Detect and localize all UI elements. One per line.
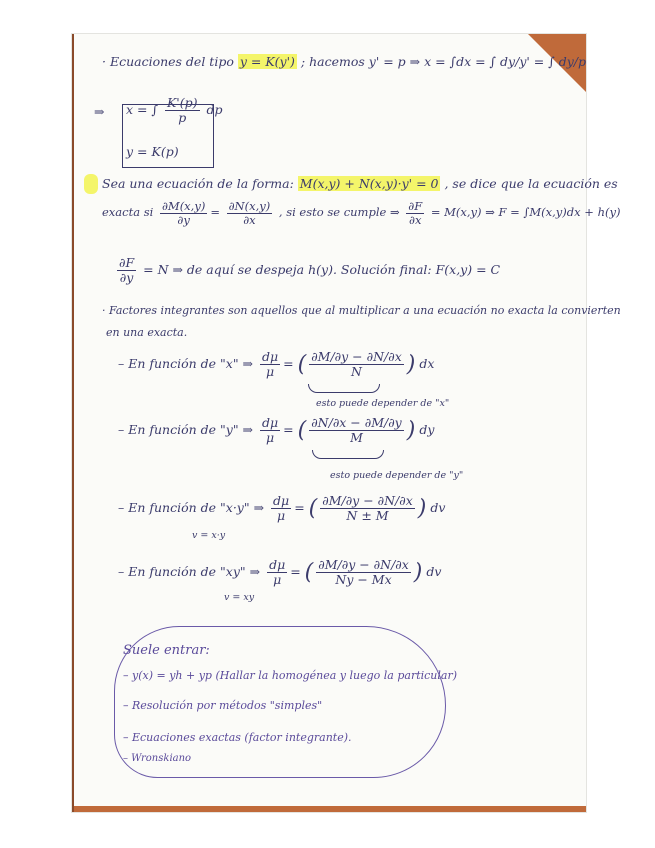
exact-condition-mid: , si esto se cumple ⇒	[278, 205, 400, 220]
exact-condition-line: exacta si $\frac{\partial M(x,y)}{\partial y}$ = $\frac{\partial N(x,y)}{\partial x}$ , si esto se cumple ⇒ $\frac{\partial F}{\partial x}$ = M(x,y) ⇒ F = ∫M(x,y)dx + h(y)	[102, 199, 621, 227]
exact-definition-line	[102, 176, 618, 191]
factor-xy2-line: – En función de "xy" ⇒ $\frac{d\mu}{\mu}$ = ( $\frac{\partial M/\partial y - \partial N/\partial x}{Ny - Mx}$ ) dv	[118, 557, 442, 587]
df-den: ∂x	[409, 212, 422, 227]
dfdy-fraction	[117, 256, 136, 285]
factor-xy2-lhs-den: μ	[273, 571, 282, 587]
dn-den: ∂x	[243, 212, 256, 227]
integrating-factors-line2: en una exacta.	[106, 326, 188, 339]
factor-xy-sub: v = x·y	[192, 530, 226, 541]
highlight-mark	[84, 174, 98, 194]
factor-xy2-lhs-num: dμ	[269, 557, 286, 572]
equation-type-line	[102, 54, 586, 69]
exact-pre: Sea una ecuación de la forma:	[102, 176, 294, 191]
boxed-x-den: p	[178, 109, 187, 125]
factor-x-line: – En función de "x" ⇒ $\frac{d\mu}{\mu}$ = ( $\frac{\partial M/\partial y - \partial N/\partial x}{N}$ ) dx	[118, 349, 435, 379]
equation-type-pre: · Ecuaciones del tipo	[102, 54, 234, 69]
factor-x-den: N	[351, 363, 362, 379]
factor-y-lhs	[260, 416, 280, 445]
factor-y-brace	[312, 450, 384, 459]
factor-xy2-lhs	[267, 558, 287, 587]
boxed-y-equation: y = K(p)	[126, 144, 179, 159]
dfdy-num: ∂F	[119, 255, 135, 270]
integrating-factors-line1: · Factores integrantes son aquellos que al multiplicar a una ecuación no exacta la convierten	[102, 304, 621, 317]
factor-y-label: – En función de "y" ⇒	[118, 421, 254, 437]
factor-xy-label: – En función de "x·y" ⇒	[118, 499, 265, 515]
factor-xy2-tail: dv	[426, 563, 442, 579]
factor-xy-tail: dv	[430, 499, 446, 515]
boxed-x-num: K'(p)	[166, 95, 198, 110]
factor-xy-lhs	[271, 494, 291, 523]
dn-num: ∂N(x,y)	[228, 199, 271, 213]
factor-x-brace	[308, 384, 380, 393]
factor-xy2-label: – En función de "xy" ⇒	[118, 563, 261, 579]
df-num: ∂F	[408, 199, 423, 213]
exact-condition-pre: exacta si	[102, 205, 154, 220]
factor-y-line: – En función de "y" ⇒ $\frac{d\mu}{\mu}$ = ( $\frac{\partial N/\partial x - \partial M/\partial y}{M}$ ) dy	[118, 415, 435, 445]
boxed-arrow: ⇒	[94, 104, 105, 119]
factor-x-lhs	[260, 350, 280, 379]
boxed-x-lhs: x = ∫	[126, 101, 158, 117]
factor-y-note: esto puede depender de "y"	[330, 470, 464, 481]
dm-den: ∂y	[177, 212, 190, 227]
exam-summary-bubble	[114, 626, 458, 778]
factor-x-tail: dx	[419, 355, 435, 371]
exact-solution-text: = N ⇒ de aquí se despeja h(y). Solución final: F(x,y) = C	[143, 261, 501, 277]
notebook-page	[72, 34, 621, 812]
boxed-x-equation	[126, 96, 223, 125]
factor-y-num: ∂N/∂x − ∂M/∂y	[311, 415, 402, 430]
boxed-x-tail: dp	[206, 101, 223, 117]
factor-y-lhs-num: dμ	[262, 415, 279, 430]
factor-x-note: esto puede depender de "x"	[316, 398, 450, 409]
dn-fraction	[227, 200, 273, 226]
factor-y-tail: dy	[419, 421, 435, 437]
factor-x-label: – En función de "x" ⇒	[118, 355, 254, 371]
exact-post: , se dice que la ecuación es	[444, 176, 618, 191]
equation-type-highlight: y = K(y')	[239, 54, 295, 69]
factor-xy2-sub: v = xy	[224, 592, 255, 603]
factor-y-lhs-den: μ	[266, 429, 275, 445]
dm-fraction	[160, 200, 207, 226]
factor-xy2-den: Ny − Mx	[335, 571, 392, 587]
factor-x-rhs	[309, 350, 404, 379]
factor-xy-lhs-num: dμ	[273, 493, 290, 508]
factor-xy-lhs-den: μ	[277, 507, 286, 523]
factor-xy-rhs	[320, 494, 415, 523]
summary-item-1: – y(x) = yh + yp (Hallar la homogénea y luego la particular)	[123, 669, 458, 682]
exact-highlight: M(x,y) + N(x,y)·y' = 0	[299, 176, 439, 191]
factor-y-rhs	[309, 416, 404, 445]
summary-title: Suele entrar:	[123, 643, 210, 658]
summary-item-2: – Resolución por métodos "simples"	[123, 699, 323, 712]
dm-num: ∂M(x,y)	[161, 199, 206, 213]
dfdy-den: ∂y	[119, 269, 134, 285]
df-fraction	[406, 200, 424, 226]
page-bottom-edge	[74, 806, 586, 812]
factor-xy2-rhs	[316, 558, 411, 587]
factor-y-den: M	[350, 429, 363, 445]
factor-xy-den: N ± M	[346, 507, 389, 523]
summary-item-3: – Ecuaciones exactas (factor integrante).	[123, 731, 352, 744]
equation-type-post: ; hacemos y' = p ⇒ x = ∫dx = ∫ dy/y' = ∫ dy/p	[300, 54, 586, 69]
exact-solution-line	[114, 256, 500, 285]
factor-xy-num: ∂M/∂y − ∂N/∂x	[322, 493, 413, 508]
factor-xy2-num: ∂M/∂y − ∂N/∂x	[318, 557, 409, 572]
factor-xy-line: – En función de "x·y" ⇒ $\frac{d\mu}{\mu}$ = ( $\frac{\partial M/\partial y - \partial N/\partial x}{N \pm M}$ ) dv	[118, 493, 446, 523]
boxed-x-fraction	[165, 96, 200, 125]
factor-x-lhs-num: dμ	[262, 349, 279, 364]
factor-x-lhs-den: μ	[266, 363, 275, 379]
factor-x-num: ∂M/∂y − ∂N/∂x	[311, 349, 402, 364]
summary-item-4: – Wronskiano	[123, 753, 192, 764]
exact-condition-post: = M(x,y) ⇒ F = ∫M(x,y)dx + h(y)	[430, 205, 621, 220]
